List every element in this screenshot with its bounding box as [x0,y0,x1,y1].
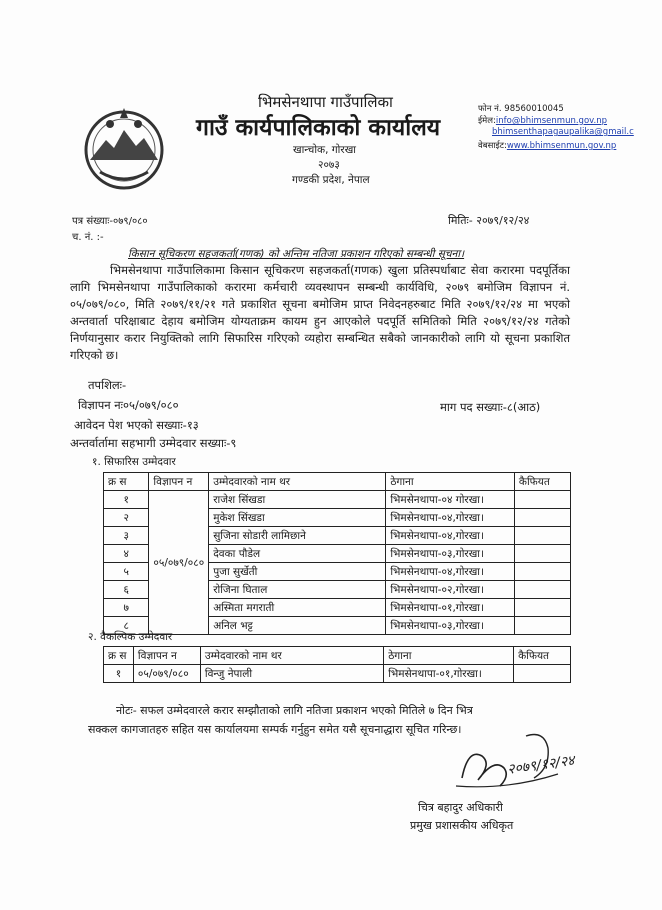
office-year: २०७३ [318,159,340,171]
remarks-cell [514,491,570,509]
remarks-cell [514,509,570,527]
contact-phone: फोन नं. 98560010045 [478,104,564,114]
address-cell: भिमसेनथापा-०४ गोरखा। [386,491,515,509]
table-header-row [104,647,571,665]
serial-cell: ८ [104,617,149,635]
signer-name: चित्र बहादुर अधिकारी [418,801,503,814]
nepal-emblem-logo [80,100,168,194]
candidate-name-cell: अस्मिता मगराती [209,599,386,617]
alternate-table [103,646,571,683]
candidate-name-cell: मुकेश सिंखडा [209,509,386,527]
remarks-cell [514,563,570,581]
address-cell: भिमसेनथापा-०१,गोरखा। [386,599,515,617]
column-header: विज्ञापन न [133,647,200,665]
dispatch-number: च. नं. :- [72,232,104,243]
candidate-name-cell: सुजिना सोडारी लामिछाने [209,527,386,545]
serial-cell: ६ [104,581,149,599]
ad-number: विज्ञापन नः०५/०७९/०८० [78,398,179,412]
recommended-heading: १. सिफारिस उम्मेदवार [92,456,176,468]
handwritten-signature [448,728,618,798]
serial-cell: १ [104,665,134,683]
note-line-2: सक्कल कागजातहरु सहित यस कार्यालयमा सम्पर्क गर्नुहुन समेत यसै सूचनाद्धारा सूचित गरिन्छ। [88,723,462,736]
table-row [104,665,571,683]
column-header: ठेगाना [384,647,514,665]
column-header: उम्मेदवारको नाम थर [200,647,383,665]
column-header: क्र स [104,473,149,491]
address-cell: भिमसेनथापा-०४,गोरखा। [386,527,515,545]
contact-website-row [478,140,616,151]
contact-email-row [478,115,607,126]
notice-subject: किसान सूचिकरण सहजकर्ता(गणक) को अन्तिम नतिजा प्रकाशन गरिएको सम्बन्धी सूचना। [128,248,465,260]
municipality-name: भिमसेनथापा गाउँपालिका [258,93,393,111]
website-link[interactable]: www.bhimsenmun.gov.np [506,141,617,151]
column-header: कैफियत [514,473,570,491]
remarks-cell [514,581,570,599]
serial-cell: ७ [104,599,149,617]
email-link[interactable]: info@bhimsenmun.gov.np [495,116,608,126]
table-row [104,491,571,509]
alternate-heading: २. वैकल्पिक उम्मेदवार [88,631,173,643]
letter-number: पत्र संख्याः-०७९/०८० [72,216,148,227]
signer-title: प्रमुख प्रशासकीय अधिकृत [410,819,514,832]
ad-number-cell: ०५/०७९/०८० [133,665,200,683]
interviewed-count: अन्तर्वार्तामा सहभागी उम्मेदवार सख्याः-९ [70,436,237,450]
office-title: गाउँ कार्यपालिकाको कार्यालय [196,115,441,141]
column-header: उम्मेदवारको नाम थर [209,473,386,491]
notice-body-text: भिमसेनथापा गाउँपालिकामा किसान सूचिकरण सहजकर्ता(गणक) खुला प्रतिस्पर्धाबाट सेवा करारमा पदपूर्तिका लागि भिमसेनथापा गाउँपालिकाको करारमा कर्मचारी व्यवस्थापन सम्बन्धी कार्यविधि, २०७९ बमोजिम विज्ञापन नं. ०५/०७९/०८०, मिति २०७९/११/२१ गते प्रकाशित सूचना बमोजिम प्राप्त निवेदनहरुबाट मिति २०७९/१२/२४ मा भएको अन्तवार्ता परिक्षाबाट देहाय बमोजिम योग्यताक्रम कायम हुन आएकोले पदपूर्ति समितिको मिति २०७९/१२/२४ गतेको निर्णयानुसार करार नियुक्तिको लागि सिफारिस गरिएको व्यहोरा सम्बन्धित सबैको जानकारीको लागि यो सूचना प्रकाशित गरिएको छ। [70,263,570,362]
column-header: ठेगाना [386,473,515,491]
remarks-cell [514,527,570,545]
address-cell: भिमसेनथापा-०४,गोरखा। [386,563,515,581]
office-province: गण्डकी प्रदेश, नेपाल [292,174,370,186]
letter-date: मितिः- २०७९/१२/२४ [448,214,530,227]
candidate-name-cell: पुजा सुर्खेती [209,563,386,581]
candidate-name-cell: राजेश सिंखडा [209,491,386,509]
column-header: विज्ञापन न [149,473,209,491]
address-cell: भिमसेनथापा-०१,गोरखा। [384,665,514,683]
address-cell: भिमसेनथापा-०३,गोरखा। [386,617,515,635]
candidate-name-cell: अनिल भट्ट [209,617,386,635]
address-cell: भिमसेनथापा-०४,गोरखा। [386,509,515,527]
contact-email-2 [492,127,634,137]
applications-count: आवेदन पेश भएको सख्याः-१३ [74,418,199,432]
posts-count: माग पद सख्याः-८(आठ) [440,400,541,414]
remarks-cell [514,599,570,617]
remarks-cell [514,665,571,683]
email-link-2[interactable]: bhimsenthapagaupalika@gmail.c [492,127,634,137]
remarks-cell [514,617,570,635]
candidate-name-cell: विन्जु नेपाली [200,665,383,683]
serial-cell: १ [104,491,149,509]
candidate-name-cell: देवका पौडेल [209,545,386,563]
serial-cell: २ [104,509,149,527]
address-cell: भिमसेनथापा-०२,गोरखा। [386,581,515,599]
website-label: वेबसाईट: [478,141,507,151]
remarks-cell [514,545,570,563]
email-label: ईमेल: [478,116,496,126]
table-header-row [104,473,571,491]
column-header: क्र स [104,647,134,665]
office-location: खान्चोक, गोरखा [293,144,357,156]
signature-date: २०७९/१२/२४ [506,752,576,778]
serial-cell: ३ [104,527,149,545]
candidate-name-cell: रोजिना घिताल [209,581,386,599]
note-line-1: नोटः- सफल उम्मेदवारले करार सम्झौताको लागि नतिजा प्रकाशन भएको मितिले ७ दिन भित्र [116,704,473,717]
column-header: कैफियत [514,647,571,665]
address-cell: भिमसेनथापा-०३,गोरखा। [386,545,515,563]
recommended-table [103,472,571,635]
ad-number-cell: ०५/०७९/०८० [149,491,209,635]
details-heading: तपशिलः- [88,378,127,392]
serial-cell: ४ [104,545,149,563]
notice-body [70,262,570,364]
serial-cell: ५ [104,563,149,581]
